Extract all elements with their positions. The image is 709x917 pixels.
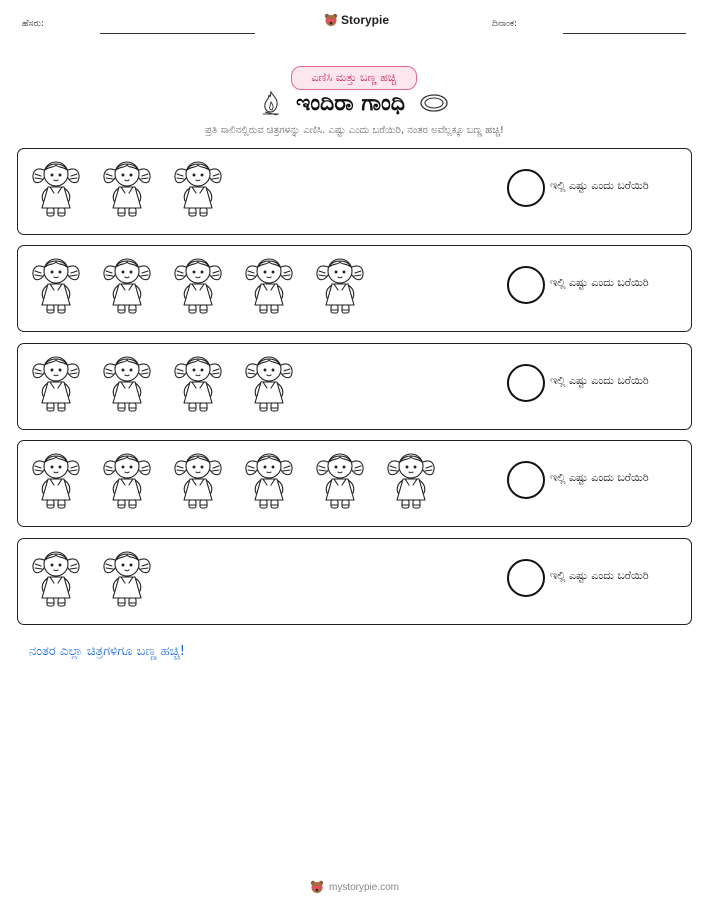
doll-icon <box>170 157 226 221</box>
answer-label: ಇಲ್ಲಿ ಎಷ್ಟು ಎಂದು ಬರೆಯಿರಿ <box>550 276 649 289</box>
doll-icon <box>241 352 297 416</box>
counting-row <box>17 148 692 235</box>
answer-label: ಇಲ್ಲಿ ಎಷ್ಟು ಎಂದು ಬರೆಯಿರಿ <box>550 569 649 582</box>
answer-circle[interactable] <box>507 559 545 597</box>
doll-icon <box>99 352 155 416</box>
doll-icon <box>99 449 155 513</box>
doll-icon <box>241 449 297 513</box>
answer-circle[interactable] <box>507 461 545 499</box>
bangle-icon <box>419 93 449 113</box>
doll-icon <box>28 157 84 221</box>
doll-icon <box>312 449 368 513</box>
doll-icon <box>99 254 155 318</box>
answer-circle[interactable] <box>507 169 545 207</box>
doll-icon <box>312 254 368 318</box>
answer-label: ಇಲ್ಲಿ ಎಷ್ಟು ಎಂದು ಬರೆಯಿರಿ <box>550 471 649 484</box>
doll-group <box>28 352 297 416</box>
worksheet-title: ಇಂದಿರಾ ಗಾಂಧಿ <box>296 90 405 116</box>
answer-circle[interactable] <box>507 266 545 304</box>
counting-row <box>17 343 692 430</box>
activity-badge: ಎಣಿಸಿ ಮತ್ತು ಬಣ್ಣ ಹಚ್ಚಿ <box>291 66 417 90</box>
counting-row <box>17 440 692 527</box>
doll-icon <box>170 254 226 318</box>
doll-icon <box>28 352 84 416</box>
storypie-bear-icon <box>310 880 324 894</box>
doll-icon <box>28 449 84 513</box>
name-line[interactable] <box>100 33 255 34</box>
doll-group <box>28 254 368 318</box>
answer-label: ಇಲ್ಲಿ ಎಷ್ಟು ಎಂದು ಬರೆಯಿರಿ <box>550 179 649 192</box>
name-label: ಹೆಸರು: <box>22 19 45 29</box>
answer-label: ಇಲ್ಲಿ ಎಷ್ಟು ಎಂದು ಬರೆಯಿರಿ <box>550 374 649 387</box>
doll-icon <box>28 254 84 318</box>
doll-icon <box>170 352 226 416</box>
fire-icon <box>260 90 282 116</box>
date-line[interactable] <box>563 33 686 34</box>
doll-icon <box>241 254 297 318</box>
site-url: mystorypie.com <box>328 881 399 893</box>
answer-circle[interactable] <box>507 364 545 402</box>
doll-group <box>28 157 226 221</box>
counting-row <box>17 245 692 332</box>
footer-note: ನಂತರ ಎಲ್ಲಾ ಚಿತ್ರಗಳಿಗೂ ಬಣ್ಣ ಹಚ್ಚಿ! <box>29 644 185 659</box>
instructions: ಪ್ರತಿ ಸಾಲಿನಲ್ಲಿರುವ ಚಿತ್ರಗಳನ್ನು ಎಣಿಸಿ. ಎಷ್ಟು ಎಂದು ಬರೆಯಿರಿ, ನಂತರ ಅವೆಲ್ಲಕ್ಕೂ ಬಣ್ಣ ಹಚ್ಚಿ! <box>205 125 504 136</box>
doll-group <box>28 547 155 611</box>
doll-icon <box>99 547 155 611</box>
doll-icon <box>383 449 439 513</box>
storypie-bear-icon <box>324 13 338 27</box>
site-footer <box>0 880 709 894</box>
brand-name: Storypie <box>341 13 390 27</box>
date-label: ದಿನಾಂಕ: <box>492 19 518 29</box>
counting-row <box>17 538 692 625</box>
title-row <box>0 90 709 116</box>
doll-group <box>28 449 439 513</box>
doll-icon <box>99 157 155 221</box>
doll-icon <box>28 547 84 611</box>
doll-icon <box>170 449 226 513</box>
brand-logo <box>324 13 389 27</box>
